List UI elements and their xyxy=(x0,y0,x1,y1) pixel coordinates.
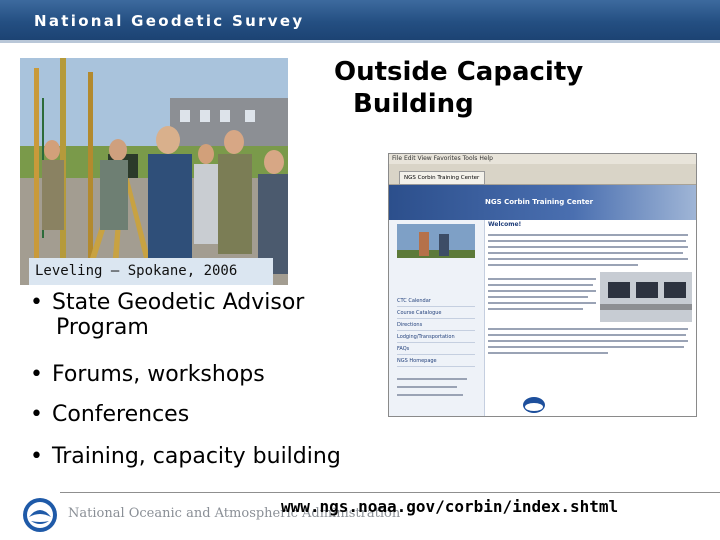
text-line xyxy=(488,308,583,310)
text-line xyxy=(488,234,688,236)
text-line xyxy=(488,290,596,292)
footer-agency-name: National Oceanic and Atmospheric Administration xyxy=(68,506,401,521)
bullet-text: Forums, workshops xyxy=(52,362,265,387)
text-line xyxy=(488,302,596,304)
text-line xyxy=(397,378,467,380)
title-line-1: Outside Capacity xyxy=(334,57,584,87)
bullet-dot-icon: • xyxy=(30,290,43,315)
website-header xyxy=(389,185,696,220)
bullet-dot-icon: • xyxy=(30,444,43,469)
text-line xyxy=(488,284,593,286)
text-line xyxy=(397,394,463,396)
header-banner xyxy=(0,0,720,40)
banner-title: National Geodetic Survey xyxy=(34,12,305,30)
text-line xyxy=(397,386,457,388)
text-line xyxy=(488,240,686,242)
bullet-item xyxy=(30,444,341,469)
text-line xyxy=(488,352,608,354)
browser-tab: NGS Corbin Training Center xyxy=(399,171,485,185)
website-sidebar xyxy=(389,220,485,416)
website-computer-lab-photo xyxy=(600,272,692,322)
website-header-title: NGS Corbin Training Center xyxy=(485,198,594,206)
banner-divider xyxy=(0,40,720,43)
footer-url: www.ngs.noaa.gov/corbin/index.shtml xyxy=(281,497,619,516)
leveling-photo xyxy=(20,58,288,285)
text-line xyxy=(488,334,686,336)
website-main xyxy=(486,220,694,416)
website-nav-item: Course Catalogue xyxy=(397,308,475,319)
bullet-dot-icon: • xyxy=(30,402,43,427)
text-line xyxy=(488,328,688,330)
website-nav-item: Directions xyxy=(397,320,475,331)
text-line xyxy=(488,258,688,260)
text-line xyxy=(488,252,683,254)
text-line xyxy=(488,264,638,266)
website-photo xyxy=(389,220,484,290)
website-screenshot xyxy=(388,153,697,417)
slide-title xyxy=(334,56,583,120)
noaa-logo-icon xyxy=(22,497,58,533)
bullet-text: Conferences xyxy=(52,402,190,427)
photo-caption: Leveling – Spokane, 2006 xyxy=(29,258,273,285)
text-line xyxy=(488,346,684,348)
bullet-item xyxy=(30,402,189,427)
bullet-text: State Geodetic Advisor xyxy=(52,290,305,315)
bullet-item xyxy=(30,290,304,340)
website-nav-item: CTC Calendar xyxy=(397,296,475,307)
noaa-small-logo-icon xyxy=(522,396,546,414)
website-nav-item: FAQs xyxy=(397,344,475,355)
text-line xyxy=(488,340,688,342)
text-line xyxy=(488,296,588,298)
photo-illustration xyxy=(20,58,288,285)
bullet-text: Training, capacity building xyxy=(52,444,341,469)
browser-toolbar xyxy=(389,164,696,185)
website-nav-item: Lodging/Transportation xyxy=(397,332,475,343)
bullet-item xyxy=(30,362,265,387)
browser-menubar: File Edit View Favorites Tools Help xyxy=(389,154,697,164)
text-line xyxy=(488,246,688,248)
website-welcome: Welcome! xyxy=(488,221,522,228)
footer-divider xyxy=(60,492,720,493)
website-nav-item: NGS Homepage xyxy=(397,356,475,367)
bullet-text-continued: Program xyxy=(56,315,149,340)
title-line-2: Building xyxy=(353,89,474,119)
bullet-dot-icon: • xyxy=(30,362,43,387)
text-line xyxy=(488,278,596,280)
